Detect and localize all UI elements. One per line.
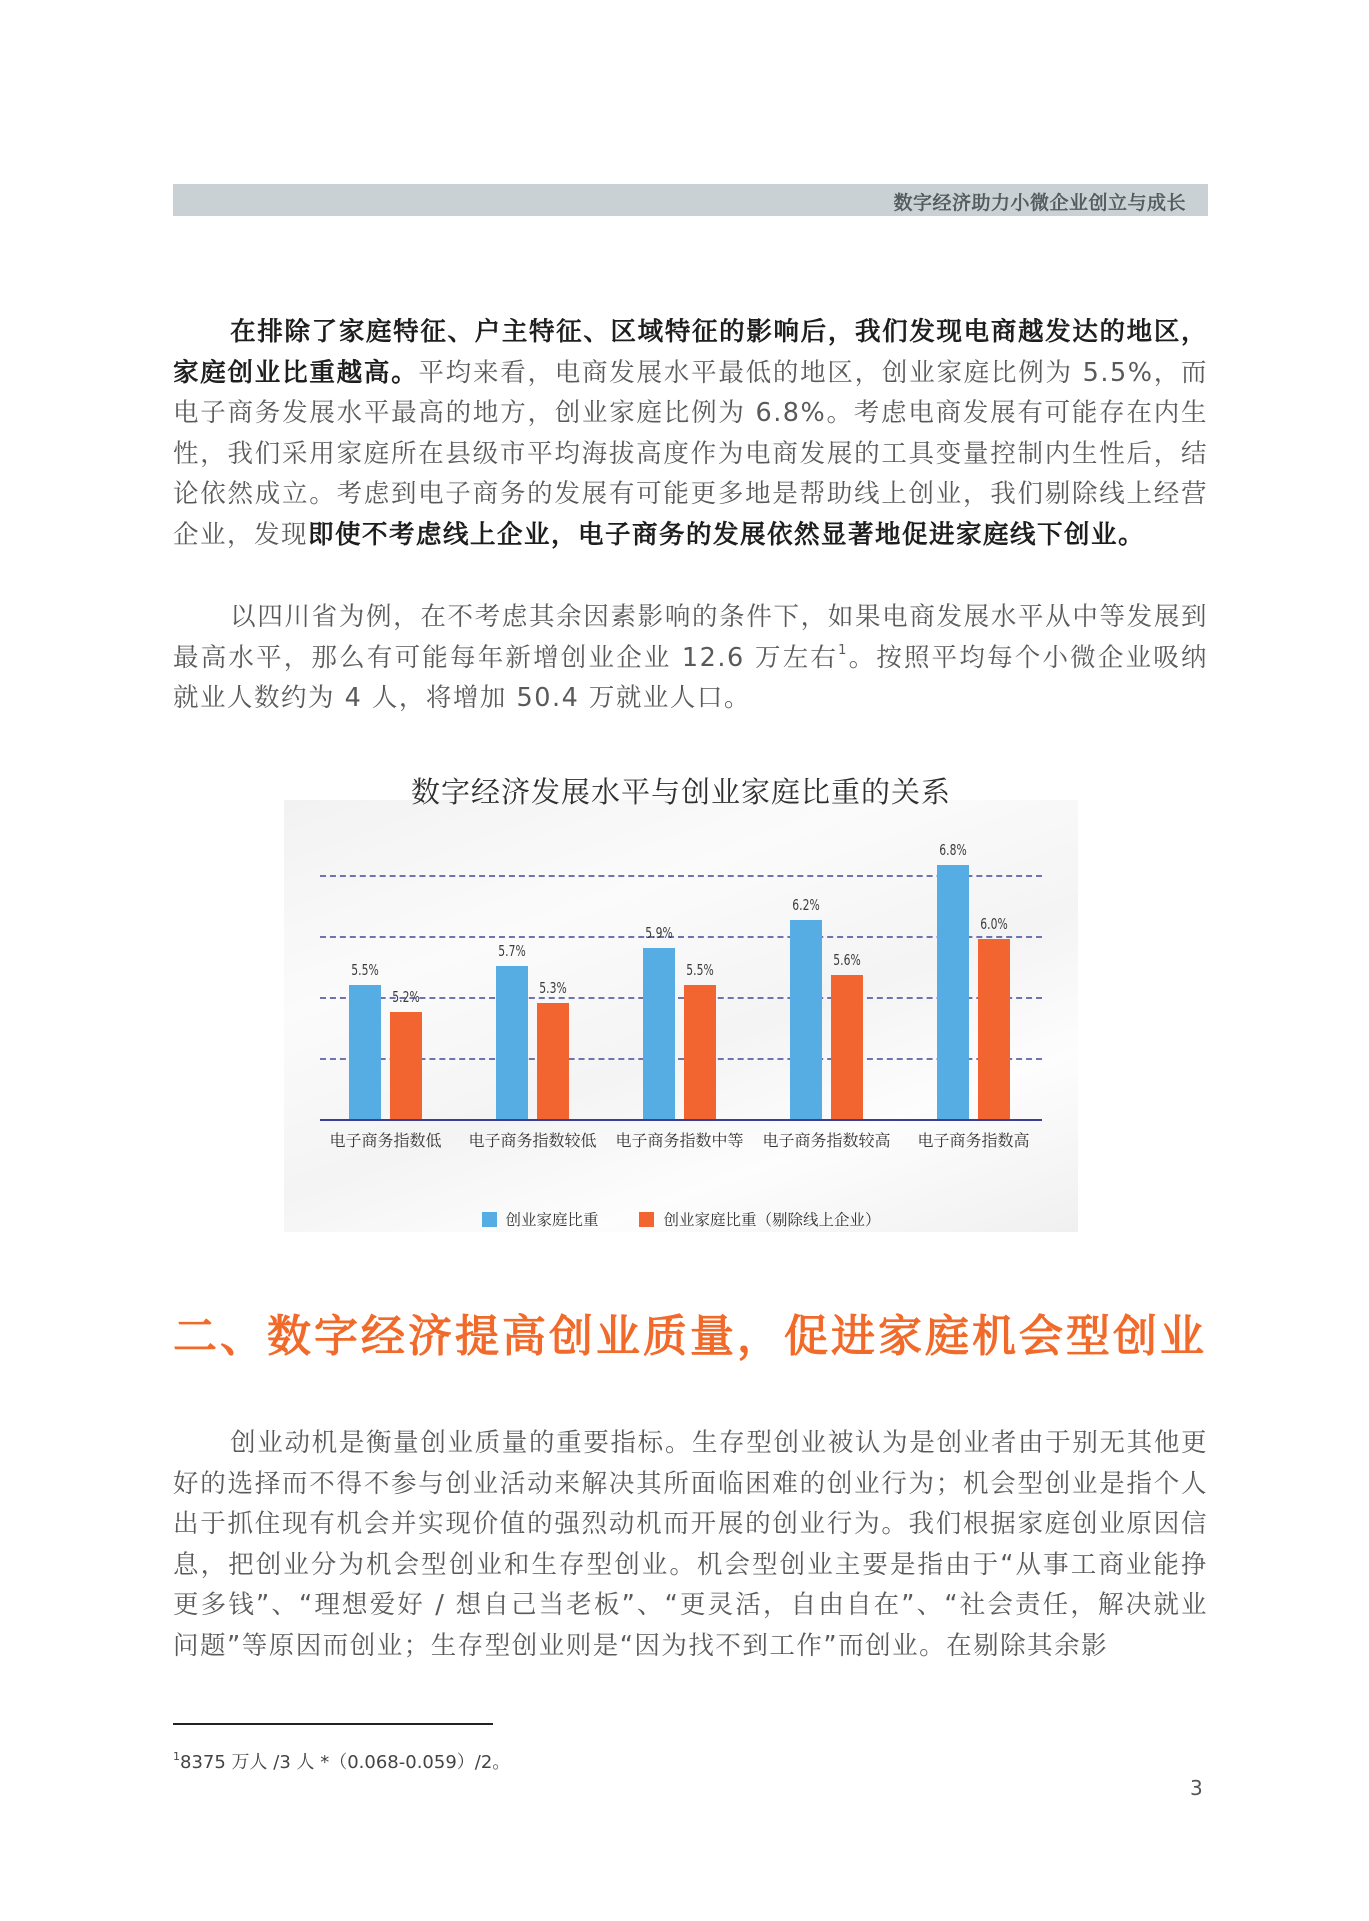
category-label: 电子商务指数较高 <box>762 1131 891 1150</box>
legend-item-total <box>482 1208 599 1230</box>
bar-value-label: 6.8% <box>939 841 967 859</box>
running-header-title: 数字经济助力小微企业创立与成长 <box>893 192 1186 214</box>
bar-total <box>937 865 969 1119</box>
bar-value-label: 5.6% <box>833 951 861 969</box>
legend-label: 创业家庭比重 <box>505 1211 599 1229</box>
category-label: 电子商务指数中等 <box>615 1131 744 1150</box>
paragraph-ecommerce-findings <box>173 312 1208 555</box>
bar-value-label: 5.7% <box>498 942 526 960</box>
chart-legend <box>284 1208 1078 1231</box>
bar-value-label: 5.2% <box>392 988 420 1006</box>
footnote-divider <box>173 1723 493 1725</box>
bar-total <box>643 948 675 1119</box>
bar-offline <box>831 975 863 1119</box>
bar-value-label: 5.5% <box>351 961 379 979</box>
bar-value-label: 5.5% <box>686 961 714 979</box>
category-label: 电子商务指数较低 <box>468 1131 597 1150</box>
footnote <box>173 1748 510 1774</box>
bar-value-label: 5.9% <box>645 924 673 942</box>
paragraph-text: 创业动机是衡量创业质量的重要指标。生存型创业被认为是创业者由于别无其他更好的选择而不得不参与创业活动来解决其所面临困难的创业行为；机会型创业是指个人出于抓住现有机会并实现价值的强烈动机而开展的创业行为。我们根据家庭创业原因信息，把创业分为机会型创业和生存型创业。机会型创业主要是指由于“从事工商业能挣更多钱”、“理想爱好 / 想自己当老板”、“更灵活，自由自在”、“社会责任，解决就业问题”等原因而创业；生存型创业则是“因为找不到工作”而创业。在剔除其余影 <box>173 1428 1208 1661</box>
paragraph-body: 平均来看，电商发展水平最低的地区，创业家庭比例为 5.5%，而电子商务发展水平最高的地方，创业家庭比例为 6.8%。考虑电商发展有可能存在内生性，我们采用家庭所在县级市平均海拔高度作为电商发展的工具变量控制内生性后，结论依然成立。考虑到电子商务的发展有可能更多地是帮助线上创业，我们剔除线上经营企业，发现 <box>173 357 1208 550</box>
paragraph-sichuan-example <box>173 597 1208 719</box>
legend-swatch-blue <box>482 1212 497 1227</box>
bar-value-label: 6.0% <box>980 915 1008 933</box>
grid-line <box>320 875 1042 877</box>
category-label: 电子商务指数低 <box>329 1131 442 1150</box>
footnote-reference[interactable]: 1 <box>838 642 848 658</box>
bar-offline <box>684 985 716 1119</box>
running-header <box>173 184 1208 216</box>
legend-item-offline <box>639 1208 880 1230</box>
bar-value-label: 5.3% <box>539 979 567 997</box>
bar-offline <box>537 1003 569 1119</box>
bar-chart <box>284 760 1078 1232</box>
bar-total <box>496 966 528 1119</box>
page-number: 3 <box>1190 1776 1203 1800</box>
bar-total <box>349 985 381 1119</box>
bar-value-label: 6.2% <box>792 896 820 914</box>
bold-lead: 在排除了家庭特征、户主特征、区域特征的影响后，我们发现电商越发达的地区，家庭创业比重越高。 <box>173 317 1208 388</box>
category-label: 电子商务指数高 <box>917 1131 1030 1150</box>
grid-line <box>320 1058 1042 1060</box>
section-heading: 二、数字经济提高创业质量，促进家庭机会型创业 <box>173 1311 1207 1362</box>
bar-total <box>790 920 822 1119</box>
bar-offline <box>390 1012 422 1119</box>
paragraph-motivation <box>173 1423 1208 1666</box>
legend-swatch-orange <box>639 1212 654 1227</box>
bold-conclusion: 即使不考虑线上企业，电子商务的发展依然显著地促进家庭线下创业。 <box>308 519 1146 550</box>
paragraph-text-a: 以四川省为例，在不考虑其余因素影响的条件下，如果电商发展水平从中等发展到最高水平，那么有可能每年新增创业企业 12.6 万左右 <box>173 602 1208 673</box>
x-axis-line <box>320 1119 1042 1121</box>
paragraph-text-b: 。按照平均每个小微企业吸纳就业人数约为 4 人，将增加 50.4 万就业人口。 <box>173 642 1208 713</box>
footnote-marker: 1 <box>173 1750 180 1763</box>
footnote-text: 8375 万人 /3 人 *（0.068-0.059）/2。 <box>180 1752 511 1773</box>
bar-offline <box>978 939 1010 1119</box>
legend-label: 创业家庭比重（剔除线上企业） <box>663 1211 881 1229</box>
chart-title: 数字经济发展水平与创业家庭比重的关系 <box>410 775 951 809</box>
